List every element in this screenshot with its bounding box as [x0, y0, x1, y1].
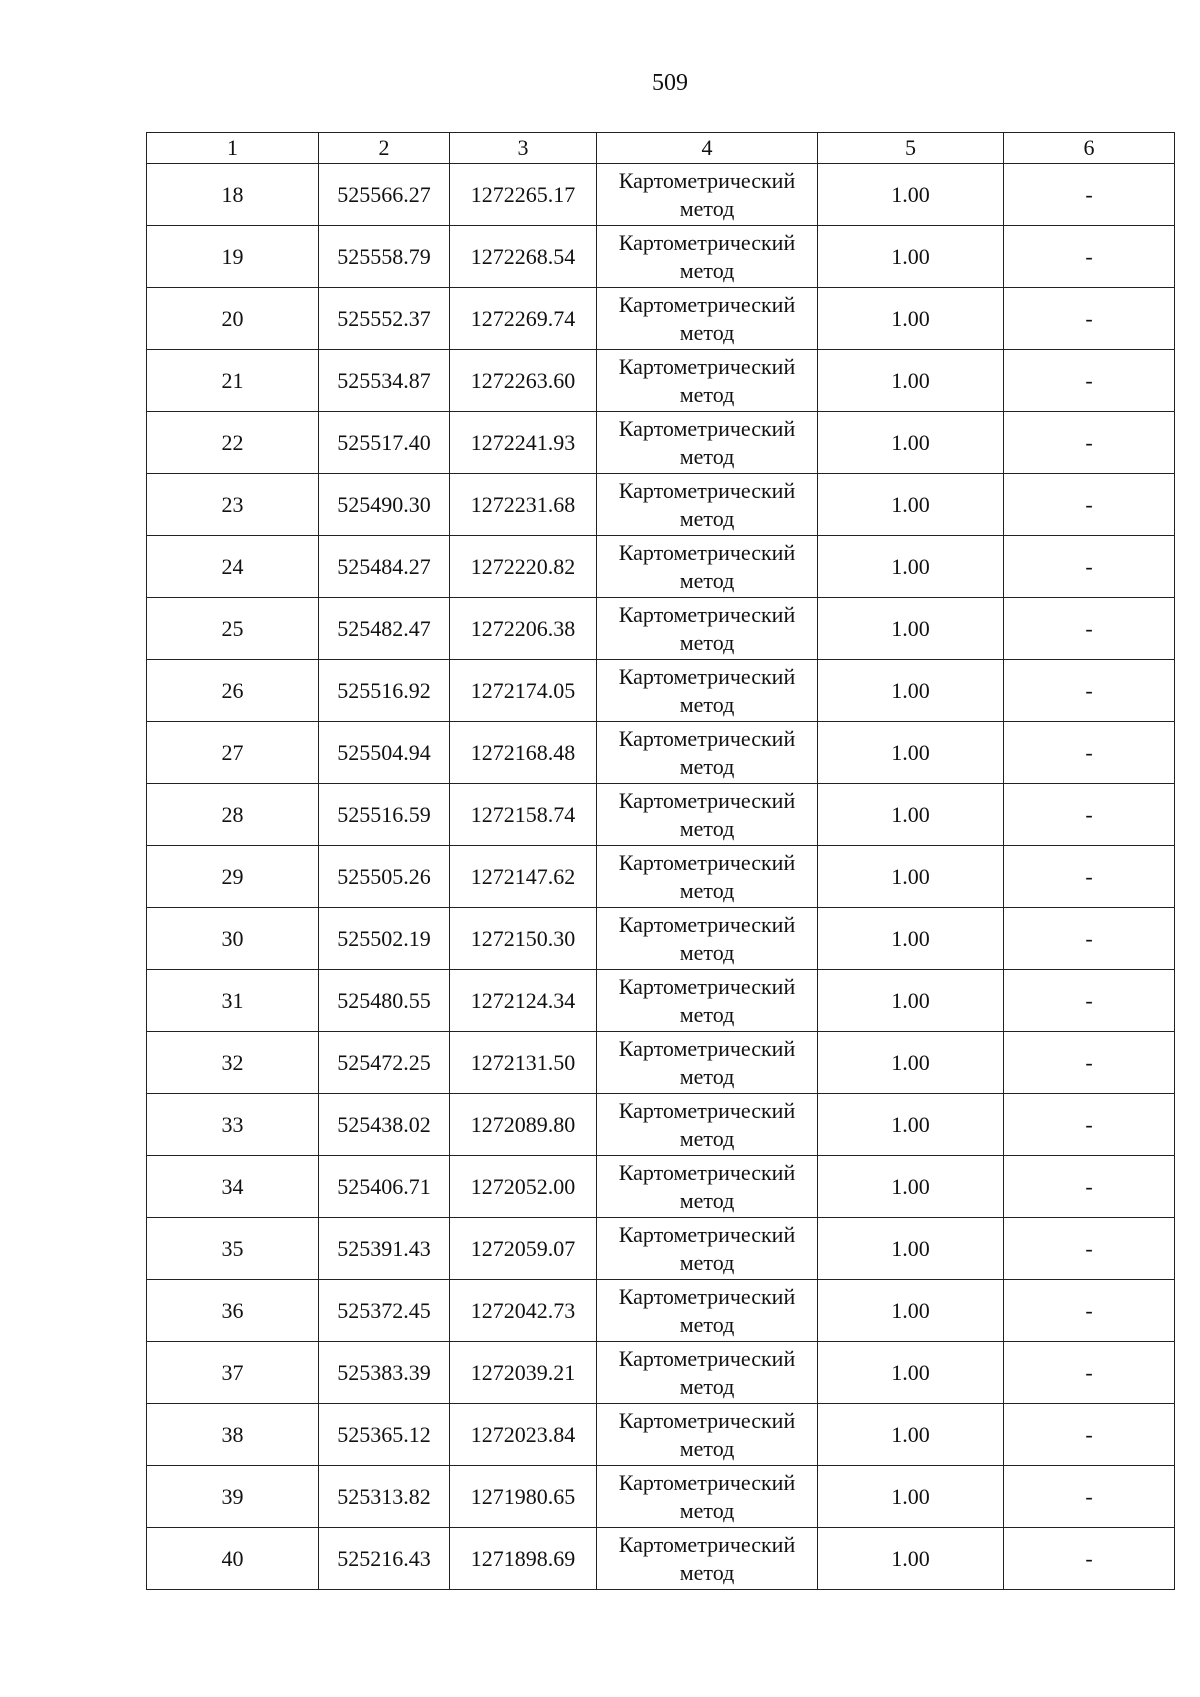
note-cell: -	[1004, 846, 1175, 908]
method-line-1: Картометрический	[618, 1035, 796, 1061]
method-line-1: Картометрический	[618, 353, 796, 379]
note-cell: -	[1004, 660, 1175, 722]
note-cell: -	[1004, 350, 1175, 412]
method-line-2: метод	[679, 877, 735, 903]
x-coordinate-cell: 525534.87	[319, 350, 450, 412]
method-line-1: Картометрический	[618, 1407, 796, 1433]
y-coordinate-cell: 1272039.21	[450, 1342, 597, 1404]
x-coordinate-cell: 525365.12	[319, 1404, 450, 1466]
method-line-2: метод	[679, 815, 735, 841]
page-number: 509	[652, 70, 688, 96]
header-cell-5: 5	[818, 133, 1004, 164]
table-row	[147, 784, 1175, 846]
point-number-cell: 20	[147, 288, 319, 350]
table-row	[147, 598, 1175, 660]
table-row	[147, 1404, 1175, 1466]
method-line-1: Картометрический	[618, 477, 796, 503]
header-cell-3: 3	[450, 133, 597, 164]
point-number-cell: 18	[147, 164, 319, 226]
x-coordinate-cell: 525313.82	[319, 1466, 450, 1528]
y-coordinate-cell: 1272023.84	[450, 1404, 597, 1466]
method-cell	[597, 412, 818, 474]
accuracy-cell: 1.00	[818, 784, 1004, 846]
x-coordinate-cell: 525490.30	[319, 474, 450, 536]
method-cell	[597, 1156, 818, 1218]
method-cell	[597, 1094, 818, 1156]
method-line-1: Картометрический	[618, 787, 796, 813]
accuracy-cell: 1.00	[818, 1466, 1004, 1528]
x-coordinate-cell: 525480.55	[319, 970, 450, 1032]
note-cell: -	[1004, 536, 1175, 598]
y-coordinate-cell: 1272231.68	[450, 474, 597, 536]
method-line-1: Картометрический	[618, 229, 796, 255]
x-coordinate-cell: 525472.25	[319, 1032, 450, 1094]
header-cell-2: 2	[319, 133, 450, 164]
point-number-cell: 36	[147, 1280, 319, 1342]
point-number-cell: 25	[147, 598, 319, 660]
method-cell	[597, 660, 818, 722]
method-line-2: метод	[679, 1063, 735, 1089]
x-coordinate-cell: 525566.27	[319, 164, 450, 226]
note-cell: -	[1004, 1032, 1175, 1094]
method-line-2: метод	[679, 1559, 735, 1585]
method-line-2: метод	[679, 1311, 735, 1337]
method-cell	[597, 1280, 818, 1342]
accuracy-cell: 1.00	[818, 1528, 1004, 1590]
x-coordinate-cell: 525517.40	[319, 412, 450, 474]
accuracy-cell: 1.00	[818, 660, 1004, 722]
method-line-2: метод	[679, 1249, 735, 1275]
accuracy-cell: 1.00	[818, 164, 1004, 226]
note-cell: -	[1004, 1342, 1175, 1404]
point-number-cell: 23	[147, 474, 319, 536]
table-row	[147, 1528, 1175, 1590]
table-row	[147, 350, 1175, 412]
y-coordinate-cell: 1272042.73	[450, 1280, 597, 1342]
table-row	[147, 846, 1175, 908]
method-line-1: Картометрический	[618, 1345, 796, 1371]
point-number-cell: 26	[147, 660, 319, 722]
method-line-2: метод	[679, 257, 735, 283]
point-number-cell: 35	[147, 1218, 319, 1280]
y-coordinate-cell: 1272147.62	[450, 846, 597, 908]
x-coordinate-cell: 525484.27	[319, 536, 450, 598]
method-line-2: метод	[679, 567, 735, 593]
method-line-1: Картометрический	[618, 1283, 796, 1309]
table-row	[147, 1466, 1175, 1528]
table-row	[147, 660, 1175, 722]
table-row	[147, 970, 1175, 1032]
method-cell	[597, 908, 818, 970]
method-cell	[597, 1032, 818, 1094]
method-line-1: Картометрический	[618, 291, 796, 317]
method-line-2: метод	[679, 195, 735, 221]
accuracy-cell: 1.00	[818, 474, 1004, 536]
accuracy-cell: 1.00	[818, 722, 1004, 784]
point-number-cell: 27	[147, 722, 319, 784]
point-number-cell: 22	[147, 412, 319, 474]
method-cell	[597, 784, 818, 846]
x-coordinate-cell: 525372.45	[319, 1280, 450, 1342]
method-line-1: Картометрический	[618, 1469, 796, 1495]
accuracy-cell: 1.00	[818, 598, 1004, 660]
method-line-1: Картометрический	[618, 973, 796, 999]
method-line-1: Картометрический	[618, 725, 796, 751]
method-line-1: Картометрический	[618, 1221, 796, 1247]
y-coordinate-cell: 1272059.07	[450, 1218, 597, 1280]
y-coordinate-cell: 1271980.65	[450, 1466, 597, 1528]
method-line-1: Картометрический	[618, 167, 796, 193]
method-cell	[597, 226, 818, 288]
table-row	[147, 164, 1175, 226]
method-line-1: Картометрический	[618, 601, 796, 627]
note-cell: -	[1004, 226, 1175, 288]
x-coordinate-cell: 525391.43	[319, 1218, 450, 1280]
method-cell	[597, 1342, 818, 1404]
note-cell: -	[1004, 474, 1175, 536]
note-cell: -	[1004, 412, 1175, 474]
x-coordinate-cell: 525406.71	[319, 1156, 450, 1218]
table-row	[147, 474, 1175, 536]
table-row	[147, 412, 1175, 474]
method-line-2: метод	[679, 1001, 735, 1027]
method-line-2: метод	[679, 381, 735, 407]
note-cell: -	[1004, 1218, 1175, 1280]
note-cell: -	[1004, 1404, 1175, 1466]
y-coordinate-cell: 1272265.17	[450, 164, 597, 226]
point-number-cell: 32	[147, 1032, 319, 1094]
accuracy-cell: 1.00	[818, 1404, 1004, 1466]
header-cell-4: 4	[597, 133, 818, 164]
note-cell: -	[1004, 164, 1175, 226]
method-line-2: метод	[679, 443, 735, 469]
note-cell: -	[1004, 1466, 1175, 1528]
x-coordinate-cell: 525516.59	[319, 784, 450, 846]
y-coordinate-cell: 1271898.69	[450, 1528, 597, 1590]
method-cell	[597, 846, 818, 908]
y-coordinate-cell: 1272269.74	[450, 288, 597, 350]
table-row	[147, 1342, 1175, 1404]
accuracy-cell: 1.00	[818, 846, 1004, 908]
y-coordinate-cell: 1272220.82	[450, 536, 597, 598]
point-number-cell: 19	[147, 226, 319, 288]
method-cell	[597, 164, 818, 226]
x-coordinate-cell: 525216.43	[319, 1528, 450, 1590]
y-coordinate-cell: 1272268.54	[450, 226, 597, 288]
method-line-2: метод	[679, 939, 735, 965]
method-cell	[597, 474, 818, 536]
method-line-2: метод	[679, 1187, 735, 1213]
method-line-1: Картометрический	[618, 849, 796, 875]
method-line-1: Картометрический	[618, 911, 796, 937]
method-cell	[597, 1404, 818, 1466]
y-coordinate-cell: 1272241.93	[450, 412, 597, 474]
y-coordinate-cell: 1272206.38	[450, 598, 597, 660]
table-row	[147, 1032, 1175, 1094]
y-coordinate-cell: 1272124.34	[450, 970, 597, 1032]
y-coordinate-cell: 1272168.48	[450, 722, 597, 784]
point-number-cell: 31	[147, 970, 319, 1032]
x-coordinate-cell: 525516.92	[319, 660, 450, 722]
method-cell	[597, 722, 818, 784]
y-coordinate-cell: 1272158.74	[450, 784, 597, 846]
table-row	[147, 1156, 1175, 1218]
point-number-cell: 34	[147, 1156, 319, 1218]
method-line-1: Картометрический	[618, 539, 796, 565]
y-coordinate-cell: 1272131.50	[450, 1032, 597, 1094]
point-number-cell: 28	[147, 784, 319, 846]
method-cell	[597, 350, 818, 412]
table-row	[147, 1094, 1175, 1156]
note-cell: -	[1004, 784, 1175, 846]
accuracy-cell: 1.00	[818, 1156, 1004, 1218]
note-cell: -	[1004, 598, 1175, 660]
coordinates-table	[146, 132, 1175, 1590]
method-cell	[597, 1528, 818, 1590]
point-number-cell: 40	[147, 1528, 319, 1590]
note-cell: -	[1004, 1280, 1175, 1342]
table-row	[147, 1280, 1175, 1342]
x-coordinate-cell: 525552.37	[319, 288, 450, 350]
y-coordinate-cell: 1272089.80	[450, 1094, 597, 1156]
method-line-1: Картометрический	[618, 1159, 796, 1185]
accuracy-cell: 1.00	[818, 536, 1004, 598]
method-line-2: метод	[679, 1125, 735, 1151]
method-line-1: Картометрический	[618, 663, 796, 689]
x-coordinate-cell: 525505.26	[319, 846, 450, 908]
accuracy-cell: 1.00	[818, 1094, 1004, 1156]
method-line-2: метод	[679, 505, 735, 531]
point-number-cell: 29	[147, 846, 319, 908]
method-line-2: метод	[679, 319, 735, 345]
method-cell	[597, 970, 818, 1032]
table-header	[147, 133, 1175, 164]
y-coordinate-cell: 1272174.05	[450, 660, 597, 722]
method-line-2: метод	[679, 1373, 735, 1399]
method-line-2: метод	[679, 753, 735, 779]
method-cell	[597, 1466, 818, 1528]
method-line-1: Картометрический	[618, 415, 796, 441]
table-body	[147, 164, 1175, 1590]
x-coordinate-cell: 525558.79	[319, 226, 450, 288]
table-row	[147, 536, 1175, 598]
table-row	[147, 908, 1175, 970]
point-number-cell: 33	[147, 1094, 319, 1156]
x-coordinate-cell: 525482.47	[319, 598, 450, 660]
table-row	[147, 226, 1175, 288]
x-coordinate-cell: 525504.94	[319, 722, 450, 784]
note-cell: -	[1004, 1528, 1175, 1590]
header-cell-6: 6	[1004, 133, 1175, 164]
point-number-cell: 37	[147, 1342, 319, 1404]
method-line-2: метод	[679, 1497, 735, 1523]
header-row	[147, 133, 1175, 164]
accuracy-cell: 1.00	[818, 1218, 1004, 1280]
method-line-2: метод	[679, 629, 735, 655]
point-number-cell: 21	[147, 350, 319, 412]
method-line-1: Картометрический	[618, 1097, 796, 1123]
accuracy-cell: 1.00	[818, 1280, 1004, 1342]
accuracy-cell: 1.00	[818, 226, 1004, 288]
accuracy-cell: 1.00	[818, 412, 1004, 474]
method-cell	[597, 598, 818, 660]
method-cell	[597, 536, 818, 598]
method-line-1: Картометрический	[618, 1531, 796, 1557]
note-cell: -	[1004, 722, 1175, 784]
method-line-2: метод	[679, 1435, 735, 1461]
method-line-2: метод	[679, 691, 735, 717]
note-cell: -	[1004, 1156, 1175, 1218]
x-coordinate-cell: 525383.39	[319, 1342, 450, 1404]
table-row	[147, 288, 1175, 350]
accuracy-cell: 1.00	[818, 350, 1004, 412]
point-number-cell: 38	[147, 1404, 319, 1466]
note-cell: -	[1004, 970, 1175, 1032]
note-cell: -	[1004, 1094, 1175, 1156]
note-cell: -	[1004, 288, 1175, 350]
accuracy-cell: 1.00	[818, 1032, 1004, 1094]
table-row	[147, 1218, 1175, 1280]
accuracy-cell: 1.00	[818, 970, 1004, 1032]
note-cell: -	[1004, 908, 1175, 970]
method-cell	[597, 1218, 818, 1280]
y-coordinate-cell: 1272150.30	[450, 908, 597, 970]
accuracy-cell: 1.00	[818, 1342, 1004, 1404]
method-cell	[597, 288, 818, 350]
point-number-cell: 30	[147, 908, 319, 970]
x-coordinate-cell: 525502.19	[319, 908, 450, 970]
table-row	[147, 722, 1175, 784]
point-number-cell: 24	[147, 536, 319, 598]
header-cell-1: 1	[147, 133, 319, 164]
accuracy-cell: 1.00	[818, 288, 1004, 350]
accuracy-cell: 1.00	[818, 908, 1004, 970]
x-coordinate-cell: 525438.02	[319, 1094, 450, 1156]
y-coordinate-cell: 1272263.60	[450, 350, 597, 412]
y-coordinate-cell: 1272052.00	[450, 1156, 597, 1218]
point-number-cell: 39	[147, 1466, 319, 1528]
